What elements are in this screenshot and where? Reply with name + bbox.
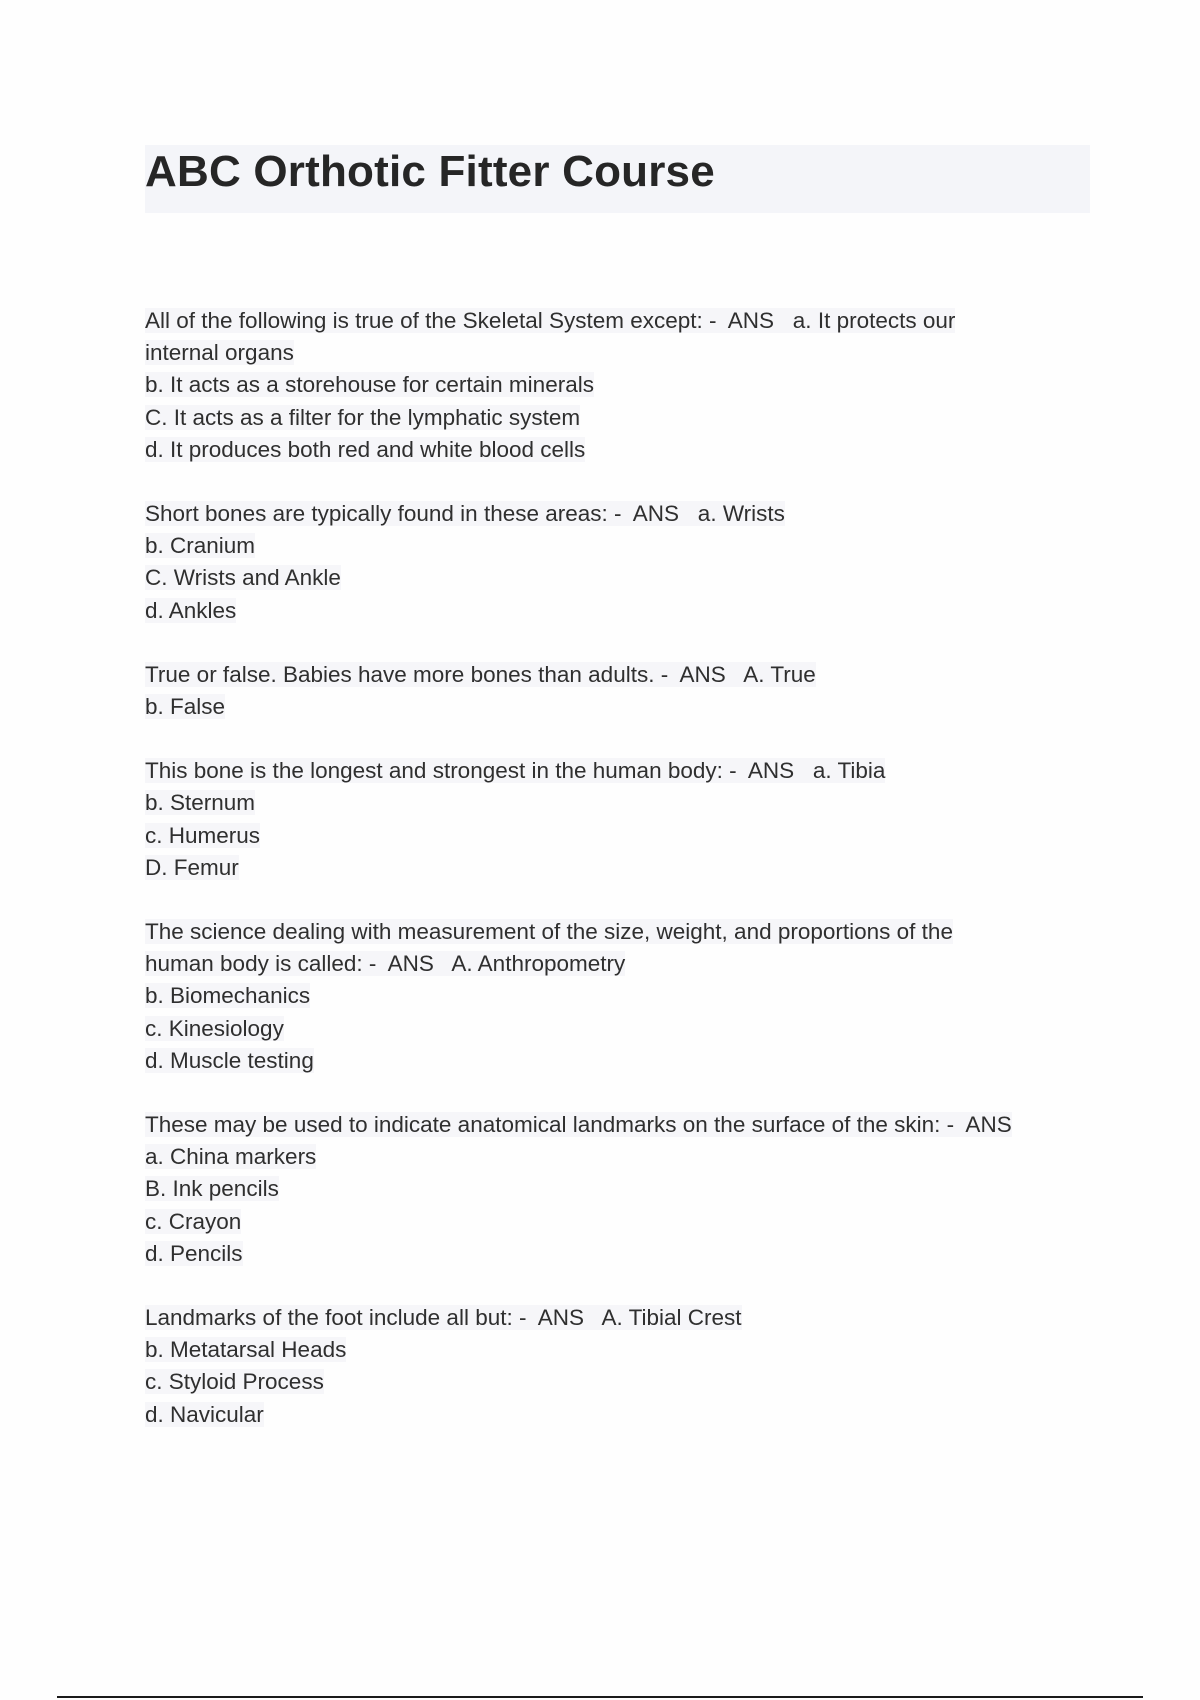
question-list [145, 305, 1090, 1463]
question-text [145, 916, 1090, 948]
question-text [145, 755, 1090, 787]
answer-option-text: d. Muscle testing [145, 1047, 314, 1073]
answer-option-text: b. It acts as a storehouse for certain minerals [145, 372, 594, 398]
question-text [145, 659, 1090, 691]
answer-option [145, 402, 1090, 434]
answer-option [145, 369, 1090, 401]
question-text [145, 1109, 1090, 1141]
question-text-content: The science dealing with measurement of the size, weight, and proportions of the [145, 919, 953, 945]
answer-option [145, 948, 1090, 980]
answer-option [145, 595, 1090, 627]
page-title: ABC Orthotic Fitter Course [145, 147, 715, 196]
answer-option-text: b. Metatarsal Heads [145, 1337, 347, 1363]
answer-option [145, 980, 1090, 1012]
answer-option-text: D. Femur [145, 854, 239, 880]
answer-option-text: c. Styloid Process [145, 1369, 324, 1395]
question-block [145, 305, 1090, 466]
answer-option [145, 1334, 1090, 1366]
answer-option [145, 1141, 1090, 1173]
answer-option [145, 1366, 1090, 1398]
question-block [145, 916, 1090, 1077]
answer-option-text: d. Pencils [145, 1240, 243, 1266]
question-text-content: Short bones are typically found in these areas: - ANS a. Wrists [145, 501, 785, 527]
answer-option-text: b. Cranium [145, 533, 256, 559]
question-text-content: Landmarks of the foot include all but: - ANS A. Tibial Crest [145, 1305, 742, 1331]
answer-option-text: d. Ankles [145, 597, 237, 623]
question-block [145, 1302, 1090, 1431]
answer-option-text: C. Wrists and Ankle [145, 565, 341, 591]
question-block [145, 755, 1090, 884]
answer-option [145, 691, 1090, 723]
question-text [145, 305, 1090, 337]
question-block [145, 1109, 1090, 1270]
answer-option-text: c. Kinesiology [145, 1015, 284, 1041]
answer-option-text: c. Humerus [145, 822, 261, 848]
question-block [145, 498, 1090, 627]
answer-option [145, 530, 1090, 562]
answer-option [145, 1399, 1090, 1431]
answer-option [145, 1206, 1090, 1238]
answer-option-text: b. Biomechanics [145, 983, 311, 1009]
answer-option-text: human body is called: - ANS A. Anthropometry [145, 951, 626, 977]
answer-option-text: C. It acts as a filter for the lymphatic system [145, 404, 581, 430]
footer-divider [57, 1696, 1143, 1698]
question-text [145, 1302, 1090, 1334]
answer-option [145, 852, 1090, 884]
answer-option [145, 1045, 1090, 1077]
question-block [145, 659, 1090, 723]
answer-option [145, 820, 1090, 852]
question-text [145, 498, 1090, 530]
answer-option-text: c. Crayon [145, 1208, 242, 1234]
answer-option-text: b. False [145, 694, 226, 720]
answer-option [145, 1173, 1090, 1205]
answer-option [145, 787, 1090, 819]
question-text-content: All of the following is true of the Skeletal System except: - ANS a. It protects our [145, 308, 956, 333]
answer-option-text: d. It produces both red and white blood cells [145, 436, 586, 462]
question-text-content: These may be used to indicate anatomical landmarks on the surface of the skin: - ANS [145, 1112, 1012, 1138]
answer-option [145, 1238, 1090, 1270]
answer-option [145, 1013, 1090, 1045]
answer-option-text: b. Sternum [145, 790, 256, 816]
answer-option-text: a. China markers [145, 1144, 317, 1170]
answer-option-text: internal organs [145, 340, 294, 366]
answer-option [145, 562, 1090, 594]
answer-option-text: d. Navicular [145, 1401, 264, 1427]
answer-option-text: B. Ink pencils [145, 1176, 279, 1202]
question-text-content: True or false. Babies have more bones than adults. - ANS A. True [145, 661, 816, 687]
question-text-content: This bone is the longest and strongest in the human body: - ANS a. Tibia [145, 758, 886, 784]
answer-option [145, 337, 1090, 369]
answer-option [145, 434, 1090, 466]
